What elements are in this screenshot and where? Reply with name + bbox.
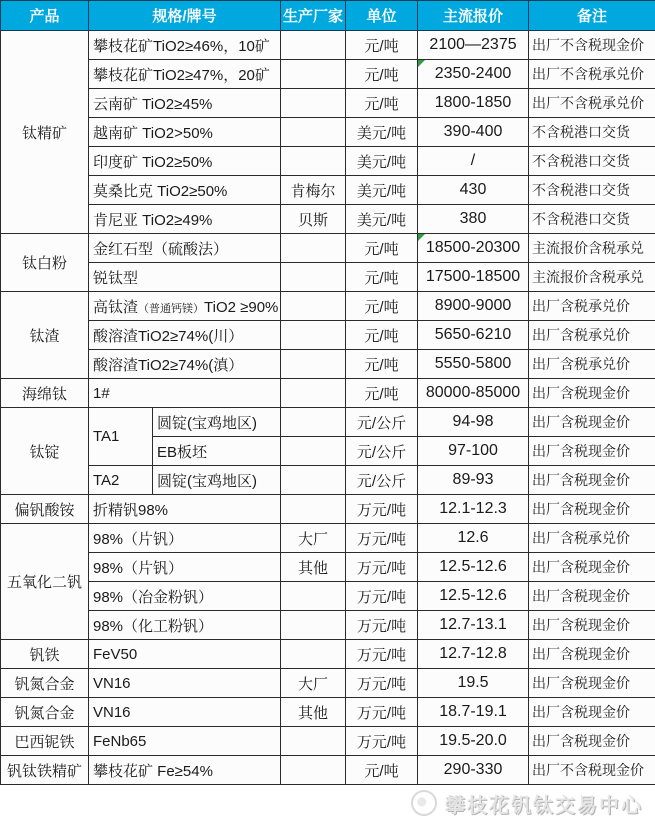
spec-cell — [89, 292, 281, 321]
price-cell: 12.7-13.1 — [418, 611, 529, 640]
product-cell: 钒铁 — [1, 640, 89, 669]
product-cell: 巴西铌铁 — [1, 727, 89, 756]
spec-part: TiO2 ≥90% — [204, 299, 278, 316]
watermark-text: 攀枝花钒钛交易中心 — [445, 789, 643, 818]
spec-cell: 攀枝花矿TiO2≥47%，20矿 — [89, 60, 281, 89]
comment-flag-icon — [418, 60, 425, 67]
spec-cell: 锐钛型 — [89, 263, 281, 292]
maker-cell — [281, 31, 346, 60]
note-cell: 主流报价含税承兑 — [529, 234, 655, 263]
note-cell: 出厂含税现金价 — [529, 582, 655, 611]
note-cell: 出厂含税承兑价 — [529, 524, 655, 553]
unit-cell: 万元/吨 — [346, 727, 418, 756]
price-cell: 380 — [418, 205, 529, 234]
table-row — [1, 60, 655, 89]
spec-cell: FeNb65 — [89, 727, 281, 756]
maker-cell: 大厂 — [281, 524, 346, 553]
note-cell: 不含税港口交货 — [529, 176, 655, 205]
col-header-note: 备注 — [529, 1, 655, 31]
spec-shape-cell: 圆锭(宝鸡地区) — [153, 408, 281, 437]
maker-cell: 其他 — [281, 553, 346, 582]
product-cell: 钛锭 — [1, 408, 89, 495]
table-row — [1, 582, 655, 611]
price-cell: 8900-9000 — [418, 292, 529, 321]
note-cell: 出厂不含税现金价 — [529, 31, 655, 60]
price-cell: 12.5-12.6 — [418, 553, 529, 582]
maker-cell — [281, 756, 346, 785]
maker-cell: 肯梅尔 — [281, 176, 346, 205]
table-row — [1, 205, 655, 234]
product-cell: 钛渣 — [1, 292, 89, 379]
unit-cell: 万元/吨 — [346, 698, 418, 727]
price-cell: 12.7-12.8 — [418, 640, 529, 669]
table-row — [1, 147, 655, 176]
price-cell: 97-100 — [418, 437, 529, 466]
unit-cell: 万元/吨 — [346, 495, 418, 524]
table-header-row — [1, 1, 655, 31]
unit-cell: 美元/吨 — [346, 147, 418, 176]
table-row — [1, 669, 655, 698]
price-cell: 430 — [418, 176, 529, 205]
maker-cell — [281, 408, 346, 437]
price-cell: 2100—2375 — [418, 31, 529, 60]
spec-part: 高钛渣 — [93, 299, 138, 316]
maker-cell — [281, 292, 346, 321]
maker-cell: 其他 — [281, 698, 346, 727]
price-cell: 12.5-12.6 — [418, 582, 529, 611]
table-row — [1, 524, 655, 553]
unit-cell: 元/吨 — [346, 756, 418, 785]
note-cell: 出厂不含税承兑价 — [529, 89, 655, 118]
maker-cell — [281, 727, 346, 756]
table-row — [1, 553, 655, 582]
note-cell: 出厂含税现金价 — [529, 379, 655, 408]
spec-cell: FeV50 — [89, 640, 281, 669]
unit-cell: 元/吨 — [346, 292, 418, 321]
table-row — [1, 89, 655, 118]
price-cell: 94-98 — [418, 408, 529, 437]
spec-cell: 肯尼亚 TiO2≥49% — [89, 205, 281, 234]
note-cell: 出厂含税现金价 — [529, 727, 655, 756]
unit-cell: 万元/吨 — [346, 582, 418, 611]
note-cell: 不含税港口交货 — [529, 147, 655, 176]
maker-cell — [281, 263, 346, 292]
maker-cell — [281, 60, 346, 89]
spec-cell: 折精钒98% — [89, 495, 281, 524]
price-cell: 390-400 — [418, 118, 529, 147]
price-cell: 80000-85000 — [418, 379, 529, 408]
unit-cell: 元/吨 — [346, 234, 418, 263]
note-cell: 出厂含税现金价 — [529, 408, 655, 437]
note-cell: 出厂含税承兑价 — [529, 321, 655, 350]
note-cell: 出厂含税现金价 — [529, 437, 655, 466]
table-body — [1, 31, 655, 785]
product-cell: 偏钒酸铵 — [1, 495, 89, 524]
spec-cell: 云南矿 TiO2≥45% — [89, 89, 281, 118]
product-cell: 钒氮合金 — [1, 698, 89, 727]
col-header-product: 产品 — [1, 1, 89, 31]
spec-cell: 莫桑比克 TiO2≥50% — [89, 176, 281, 205]
maker-cell — [281, 321, 346, 350]
product-cell: 钛精矿 — [1, 31, 89, 234]
spec-cell: 攀枝花矿 Fe≥54% — [89, 756, 281, 785]
product-cell: 钒钛铁精矿 — [1, 756, 89, 785]
price-cell: 5650-6210 — [418, 321, 529, 350]
spec-shape-cell: EB板坯 — [153, 437, 281, 466]
product-cell: 钒氮合金 — [1, 669, 89, 698]
price-cell: 2350-2400 — [418, 60, 529, 89]
maker-cell — [281, 640, 346, 669]
note-cell: 出厂含税现金价 — [529, 640, 655, 669]
spec-cell: 印度矿 TiO2≥50% — [89, 147, 281, 176]
maker-cell — [281, 437, 346, 466]
price-cell: 5550-5800 — [418, 350, 529, 379]
product-cell: 海绵钛 — [1, 379, 89, 408]
note-cell: 出厂含税现金价 — [529, 495, 655, 524]
col-header-spec: 规格/牌号 — [89, 1, 281, 31]
table-row — [1, 379, 655, 408]
unit-cell: 元/吨 — [346, 379, 418, 408]
table-row — [1, 118, 655, 147]
table-row — [1, 495, 655, 524]
comment-flag-icon — [418, 234, 425, 241]
note-cell: 出厂含税现金价 — [529, 698, 655, 727]
price-cell: 89-93 — [418, 466, 529, 495]
maker-cell: 贝斯 — [281, 205, 346, 234]
table-row — [1, 408, 655, 437]
table-row — [1, 611, 655, 640]
maker-cell: 大厂 — [281, 669, 346, 698]
maker-cell — [281, 611, 346, 640]
spec-cell: 酸溶渣TiO2≥74%(滇） — [89, 350, 281, 379]
table-row — [1, 640, 655, 669]
spec-cell: 1# — [89, 379, 281, 408]
maker-cell — [281, 147, 346, 176]
price-cell: 12.6 — [418, 524, 529, 553]
col-header-price: 主流报价 — [418, 1, 529, 31]
table-row — [1, 234, 655, 263]
note-cell: 主流报价含税承兑 — [529, 263, 655, 292]
footer — [0, 785, 655, 821]
unit-cell: 元/公斤 — [346, 466, 418, 495]
table-row — [1, 292, 655, 321]
col-header-unit: 单位 — [346, 1, 418, 31]
price-cell: 19.5-20.0 — [418, 727, 529, 756]
table-row — [1, 176, 655, 205]
maker-cell — [281, 466, 346, 495]
spec-cell: 酸溶渣TiO2≥74%(川） — [89, 321, 281, 350]
unit-cell: 元/吨 — [346, 60, 418, 89]
price-cell: 18500-20300 — [418, 234, 529, 263]
maker-cell — [281, 495, 346, 524]
spec-grade-cell: TA1 — [89, 408, 153, 466]
spec-cell: VN16 — [89, 698, 281, 727]
price-cell: 19.5 — [418, 669, 529, 698]
spec-cell: 攀枝花矿TiO2≥46%，10矿 — [89, 31, 281, 60]
product-cell: 五氧化二钒 — [1, 524, 89, 640]
unit-cell: 美元/吨 — [346, 118, 418, 147]
note-cell: 出厂含税现金价 — [529, 553, 655, 582]
unit-cell: 万元/吨 — [346, 669, 418, 698]
note-cell: 出厂不含税现金价 — [529, 756, 655, 785]
table-row — [1, 263, 655, 292]
price-cell: / — [418, 147, 529, 176]
note-cell: 出厂含税承兑价 — [529, 292, 655, 321]
table-row — [1, 727, 655, 756]
unit-cell: 元/吨 — [346, 263, 418, 292]
maker-cell — [281, 118, 346, 147]
spec-grade-cell: TA2 — [89, 466, 153, 495]
unit-cell: 元/公斤 — [346, 408, 418, 437]
unit-cell: 美元/吨 — [346, 205, 418, 234]
table-row — [1, 31, 655, 60]
maker-cell — [281, 350, 346, 379]
unit-cell: 万元/吨 — [346, 611, 418, 640]
spec-cell: 98%（片钒） — [89, 553, 281, 582]
unit-cell: 元/公斤 — [346, 437, 418, 466]
unit-cell: 万元/吨 — [346, 524, 418, 553]
spec-cell: 98%（冶金粉钒） — [89, 582, 281, 611]
note-cell: 出厂含税现金价 — [529, 669, 655, 698]
spec-cell: 98%（片钒） — [89, 524, 281, 553]
price-cell: 18.7-19.1 — [418, 698, 529, 727]
spec-cell: 98%（化工粉钒） — [89, 611, 281, 640]
price-cell: 290-330 — [418, 756, 529, 785]
spec-part: （普通钙镁） — [138, 303, 204, 315]
unit-cell: 美元/吨 — [346, 176, 418, 205]
note-cell: 出厂含税承兑价 — [529, 350, 655, 379]
unit-cell: 元/吨 — [346, 321, 418, 350]
note-cell: 不含税港口交货 — [529, 118, 655, 147]
price-cell: 12.1-12.3 — [418, 495, 529, 524]
unit-cell: 元/吨 — [346, 31, 418, 60]
note-cell: 出厂含税现金价 — [529, 611, 655, 640]
spec-shape-cell: 圆锭(宝鸡地区) — [153, 466, 281, 495]
maker-cell — [281, 234, 346, 263]
spec-cell: 金红石型（硫酸法） — [89, 234, 281, 263]
note-cell: 出厂不含税承兑价 — [529, 60, 655, 89]
exchange-logo-icon — [411, 790, 437, 816]
unit-cell: 元/吨 — [346, 89, 418, 118]
col-header-maker: 生产厂家 — [281, 1, 346, 31]
unit-cell: 元/吨 — [346, 350, 418, 379]
product-cell: 钛白粉 — [1, 234, 89, 292]
spec-cell: 越南矿 TiO2>50% — [89, 118, 281, 147]
note-cell: 不含税港口交货 — [529, 205, 655, 234]
unit-cell: 万元/吨 — [346, 640, 418, 669]
table-row — [1, 350, 655, 379]
maker-cell — [281, 89, 346, 118]
note-cell: 出厂含税现金价 — [529, 466, 655, 495]
spec-cell: VN16 — [89, 669, 281, 698]
maker-cell — [281, 582, 346, 611]
table-row — [1, 321, 655, 350]
table-row — [1, 756, 655, 785]
unit-cell: 万元/吨 — [346, 553, 418, 582]
price-cell: 17500-18500 — [418, 263, 529, 292]
table-row — [1, 698, 655, 727]
maker-cell — [281, 379, 346, 408]
price-cell: 1800-1850 — [418, 89, 529, 118]
table-row — [1, 466, 655, 495]
